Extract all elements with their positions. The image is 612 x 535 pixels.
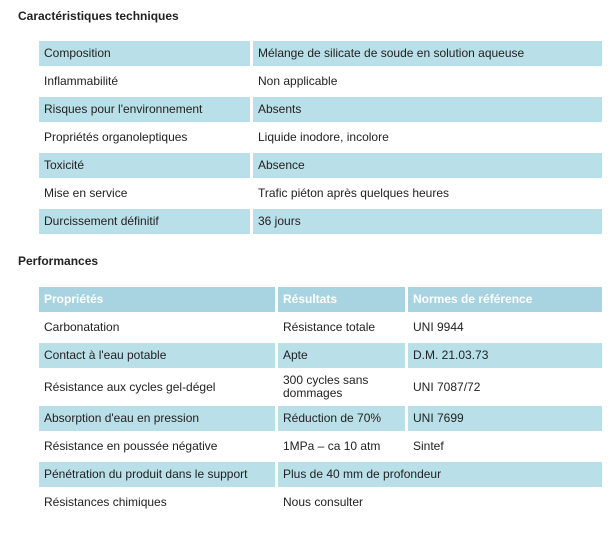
- characteristics-title: Caractéristiques techniques: [18, 9, 179, 23]
- row-label: Mise en service: [44, 186, 128, 200]
- performances-title: Performances: [18, 254, 99, 268]
- table-row: [39, 371, 602, 403]
- table-row: [39, 181, 602, 206]
- row-value: Trafic piéton après quelques heures: [258, 186, 450, 200]
- result-cell: Réduction de 70%: [278, 406, 405, 431]
- table-row: [39, 462, 602, 487]
- table-row: [39, 490, 602, 515]
- table-row: [39, 434, 602, 459]
- row-label: Propriétés organoleptiques: [44, 130, 188, 144]
- row-value: Absence: [253, 153, 602, 178]
- norm-cell: Sintef: [413, 439, 444, 453]
- table-row: [39, 69, 602, 94]
- performances-table: [36, 284, 605, 518]
- table-row: [39, 209, 602, 234]
- row-label: Risques pour l'environnement: [39, 97, 250, 122]
- table-row: [39, 97, 602, 122]
- table-row: [39, 153, 602, 178]
- property-cell: Absorption d'eau en pression: [39, 406, 275, 431]
- table-header-row: [39, 287, 602, 312]
- row-label: Inflammabilité: [44, 74, 119, 88]
- property-cell: Pénétration du produit dans le support: [39, 462, 275, 487]
- header-results: Résultats: [278, 287, 405, 312]
- row-value: 36 jours: [253, 209, 602, 234]
- property-cell: Résistance aux cycles gel-dégel: [44, 379, 216, 394]
- property-cell: Résistances chimiques: [44, 495, 167, 509]
- row-label: Composition: [39, 41, 250, 66]
- row-value: Liquide inodore, incolore: [258, 130, 389, 144]
- norm-cell: UNI 9944: [413, 320, 464, 334]
- result-cell: Plus de 40 mm de profondeur: [278, 462, 602, 487]
- table-row: [39, 41, 602, 66]
- table-row: [39, 315, 602, 340]
- property-cell: Contact à l'eau potable: [39, 343, 275, 368]
- row-value: Non applicable: [258, 74, 338, 88]
- characteristics-table: [36, 38, 605, 237]
- result-cell: Résistance totale: [283, 320, 376, 334]
- result-cell: Apte: [278, 343, 405, 368]
- property-cell: Carbonatation: [44, 320, 120, 334]
- norm-cell: UNI 7699: [408, 406, 602, 431]
- result-cell: Nous consulter: [283, 495, 364, 509]
- property-cell: Résistance en poussée négative: [44, 439, 218, 453]
- table-row: [39, 125, 602, 150]
- norm-cell: D.M. 21.03.73: [408, 343, 602, 368]
- result-cell: 300 cycles sans dommages: [283, 373, 369, 400]
- row-value: Mélange de silicate de soude en solution aqueuse: [253, 41, 602, 66]
- header-norms: Normes de référence: [408, 287, 602, 312]
- norm-cell: UNI 7087/72: [413, 379, 481, 394]
- row-label: Durcissement définitif: [39, 209, 250, 234]
- row-value: Absents: [253, 97, 602, 122]
- row-label: Toxicité: [39, 153, 250, 178]
- table-row: [39, 406, 602, 431]
- header-properties: Propriétés: [39, 287, 275, 312]
- result-cell: 1MPa – ca 10 atm: [283, 439, 381, 453]
- table-row: [39, 343, 602, 368]
